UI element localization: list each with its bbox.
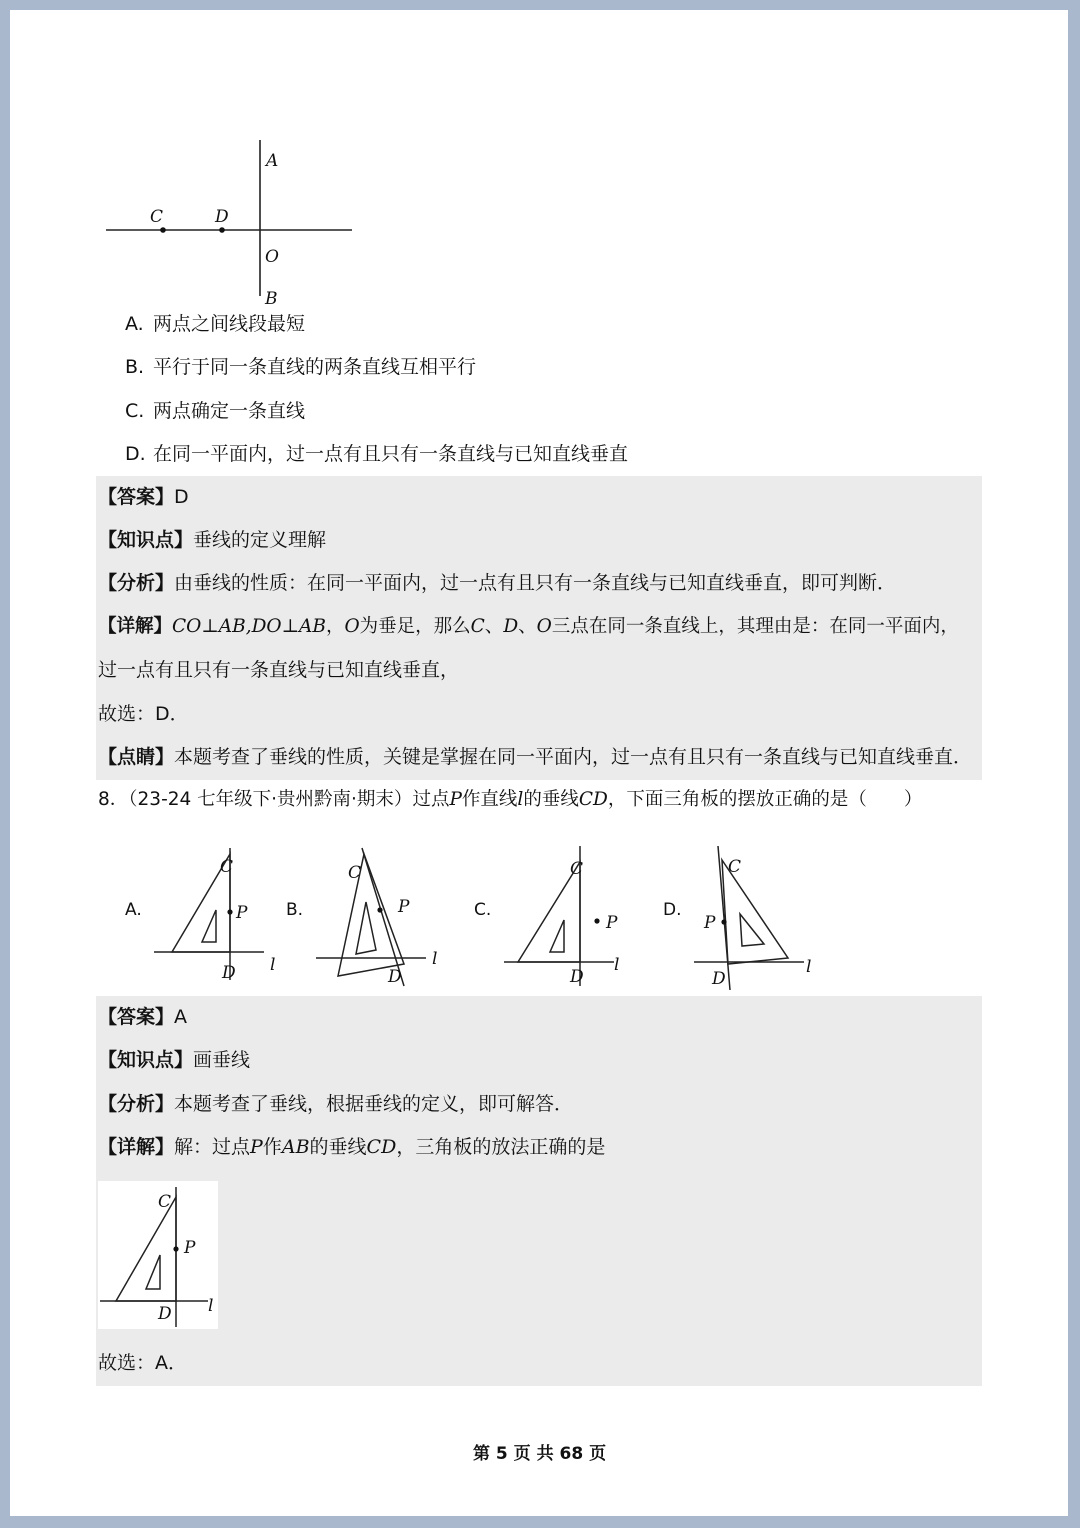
detail-math-cd: CD bbox=[366, 1136, 397, 1158]
q8-figure-c bbox=[502, 840, 632, 990]
sol-fig-label-c: C bbox=[158, 1192, 172, 1212]
fig-c-label-c: C bbox=[570, 859, 584, 879]
fig-a-label-l: l bbox=[270, 955, 276, 975]
detail-text: 三点在同一条直线上，其理由是：在同一平面内， bbox=[551, 616, 959, 637]
knowledge-value: 垂线的定义理解 bbox=[193, 529, 327, 551]
q7-comment bbox=[98, 745, 972, 769]
fig-d-label-d: D bbox=[712, 969, 726, 989]
figure-perpendicular-lines bbox=[104, 138, 364, 308]
detail-text: 、 bbox=[484, 616, 504, 637]
q8-figure-d bbox=[692, 840, 822, 990]
detail-math: CO⊥AB,DO⊥AB bbox=[172, 616, 326, 637]
detail-math-o: O bbox=[536, 616, 552, 637]
option-letter: D. bbox=[125, 443, 146, 465]
fig-d-label-l: l bbox=[806, 957, 812, 977]
fig1-label-b: B bbox=[265, 289, 278, 308]
q7-option-b bbox=[125, 355, 476, 379]
q8-option-label-a: A. bbox=[125, 900, 142, 920]
answer-value: A bbox=[174, 1006, 188, 1028]
q8-choose: 故选：A． bbox=[98, 1352, 187, 1374]
q8-solution-figure bbox=[98, 1181, 218, 1329]
q7-answer bbox=[98, 485, 189, 509]
analysis-tag: 【分析】 bbox=[98, 572, 175, 594]
page-number-footer: 第 5 页 共 68 页 bbox=[473, 1444, 607, 1464]
q8-text: ，下面三角板的摆放正确的是（ ） bbox=[607, 789, 923, 810]
q7-analysis bbox=[98, 571, 896, 595]
option-text: 在同一平面内，过一点有且只有一条直线与已知直线垂直 bbox=[153, 443, 629, 465]
fig-d-label-p: P bbox=[704, 913, 716, 933]
q8-knowledge bbox=[98, 1048, 250, 1072]
q8-figure-b bbox=[314, 840, 444, 990]
q7-choose: 故选：D． bbox=[98, 703, 189, 725]
analysis-tag: 【分析】 bbox=[98, 1093, 175, 1115]
option-letter: C. bbox=[125, 400, 145, 422]
q8-math-l: l bbox=[517, 789, 524, 810]
sol-fig-label-d: D bbox=[158, 1304, 172, 1324]
q8-stem bbox=[98, 788, 922, 812]
detail-math-d: D bbox=[503, 616, 519, 637]
fig-b-label-c: C bbox=[348, 863, 362, 883]
fig-c-label-p: P bbox=[606, 913, 618, 933]
q8-solution-figure-box bbox=[98, 1181, 218, 1329]
knowledge-tag: 【知识点】 bbox=[98, 529, 194, 551]
fig-b-label-p: P bbox=[398, 897, 410, 917]
q8-analysis bbox=[98, 1092, 573, 1116]
q8-math-cd: CD bbox=[578, 789, 608, 810]
answer-tag: 【答案】 bbox=[98, 486, 175, 508]
answer-value: D bbox=[174, 486, 189, 508]
q7-knowledge bbox=[98, 528, 326, 552]
fig1-label-c: C bbox=[150, 207, 164, 227]
detail-math-ab: AB bbox=[281, 1136, 310, 1158]
detail-text: ， bbox=[325, 616, 345, 637]
fig-c-label-d: D bbox=[570, 967, 584, 987]
detail-text: 的垂线 bbox=[309, 1136, 367, 1158]
option-text: 两点之间线段最短 bbox=[153, 313, 306, 335]
fig1-label-d: D bbox=[215, 207, 229, 227]
fig-c-label-l: l bbox=[614, 955, 620, 975]
q7-detail-line2: 过一点有且只有一条直线与已知直线垂直， bbox=[98, 659, 460, 681]
q8-source: （23-24 七年级下·贵州黔南·期末） bbox=[128, 789, 413, 810]
detail-text: 、 bbox=[518, 616, 537, 637]
comment-tag: 【点睛】 bbox=[98, 746, 175, 768]
fig1-label-a: A bbox=[266, 151, 279, 171]
q7-option-a bbox=[125, 312, 305, 336]
option-letter: B. bbox=[125, 356, 145, 378]
q8-math-p: P bbox=[449, 789, 462, 810]
option-letter: A. bbox=[125, 313, 144, 335]
detail-math-p: P bbox=[250, 1136, 263, 1158]
q8-text: 作直线 bbox=[461, 789, 518, 810]
analysis-text: 由垂线的性质：在同一平面内，过一点有且只有一条直线与已知直线垂直，即可判断． bbox=[174, 572, 897, 594]
knowledge-value: 画垂线 bbox=[193, 1049, 251, 1071]
detail-text: 作 bbox=[262, 1136, 282, 1158]
detail-tag: 【详解】 bbox=[98, 1136, 175, 1158]
q8-number: 8． bbox=[98, 789, 129, 810]
detail-text: ，三角板的放法正确的是 bbox=[396, 1136, 606, 1158]
q8-figure-a bbox=[152, 840, 282, 990]
fig-a-label-c: C bbox=[220, 857, 234, 877]
fig-a-label-d: D bbox=[222, 963, 236, 983]
answer-tag: 【答案】 bbox=[98, 1006, 175, 1028]
q7-option-c bbox=[125, 399, 305, 423]
detail-math-o: O bbox=[344, 616, 360, 637]
q8-answer bbox=[98, 1005, 187, 1029]
option-text: 两点确定一条直线 bbox=[153, 400, 306, 422]
q7-option-d bbox=[125, 442, 628, 466]
detail-text: 解：过点 bbox=[174, 1136, 251, 1158]
document-page bbox=[10, 10, 1068, 1516]
analysis-text: 本题考查了垂线，根据垂线的定义，即可解答． bbox=[174, 1093, 574, 1115]
q7-detail-line1 bbox=[98, 615, 959, 639]
sol-fig-label-p: P bbox=[184, 1238, 196, 1258]
fig-b-label-d: D bbox=[388, 967, 402, 987]
detail-text: 为垂足，那么 bbox=[359, 616, 471, 637]
q8-text: 的垂线 bbox=[523, 789, 579, 810]
fig-b-label-l: l bbox=[432, 949, 438, 969]
q8-option-label-d: D. bbox=[663, 900, 682, 920]
q8-option-label-c: C. bbox=[474, 900, 492, 920]
option-text: 平行于同一条直线的两条直线互相平行 bbox=[153, 356, 477, 378]
q8-option-label-b: B. bbox=[286, 900, 304, 920]
comment-text: 本题考查了垂线的性质，关键是掌握在同一平面内，过一点有且只有一条直线与已知直线垂直． bbox=[174, 746, 973, 768]
sol-fig-label-l: l bbox=[208, 1296, 214, 1316]
fig1-label-o: O bbox=[265, 247, 279, 267]
knowledge-tag: 【知识点】 bbox=[98, 1049, 194, 1071]
fig-d-label-c: C bbox=[728, 857, 742, 877]
detail-tag: 【详解】 bbox=[98, 616, 173, 637]
q8-text: 过点 bbox=[412, 789, 450, 810]
q8-detail bbox=[98, 1135, 605, 1159]
detail-math-c: C bbox=[470, 616, 485, 637]
fig-a-label-p: P bbox=[236, 903, 248, 923]
